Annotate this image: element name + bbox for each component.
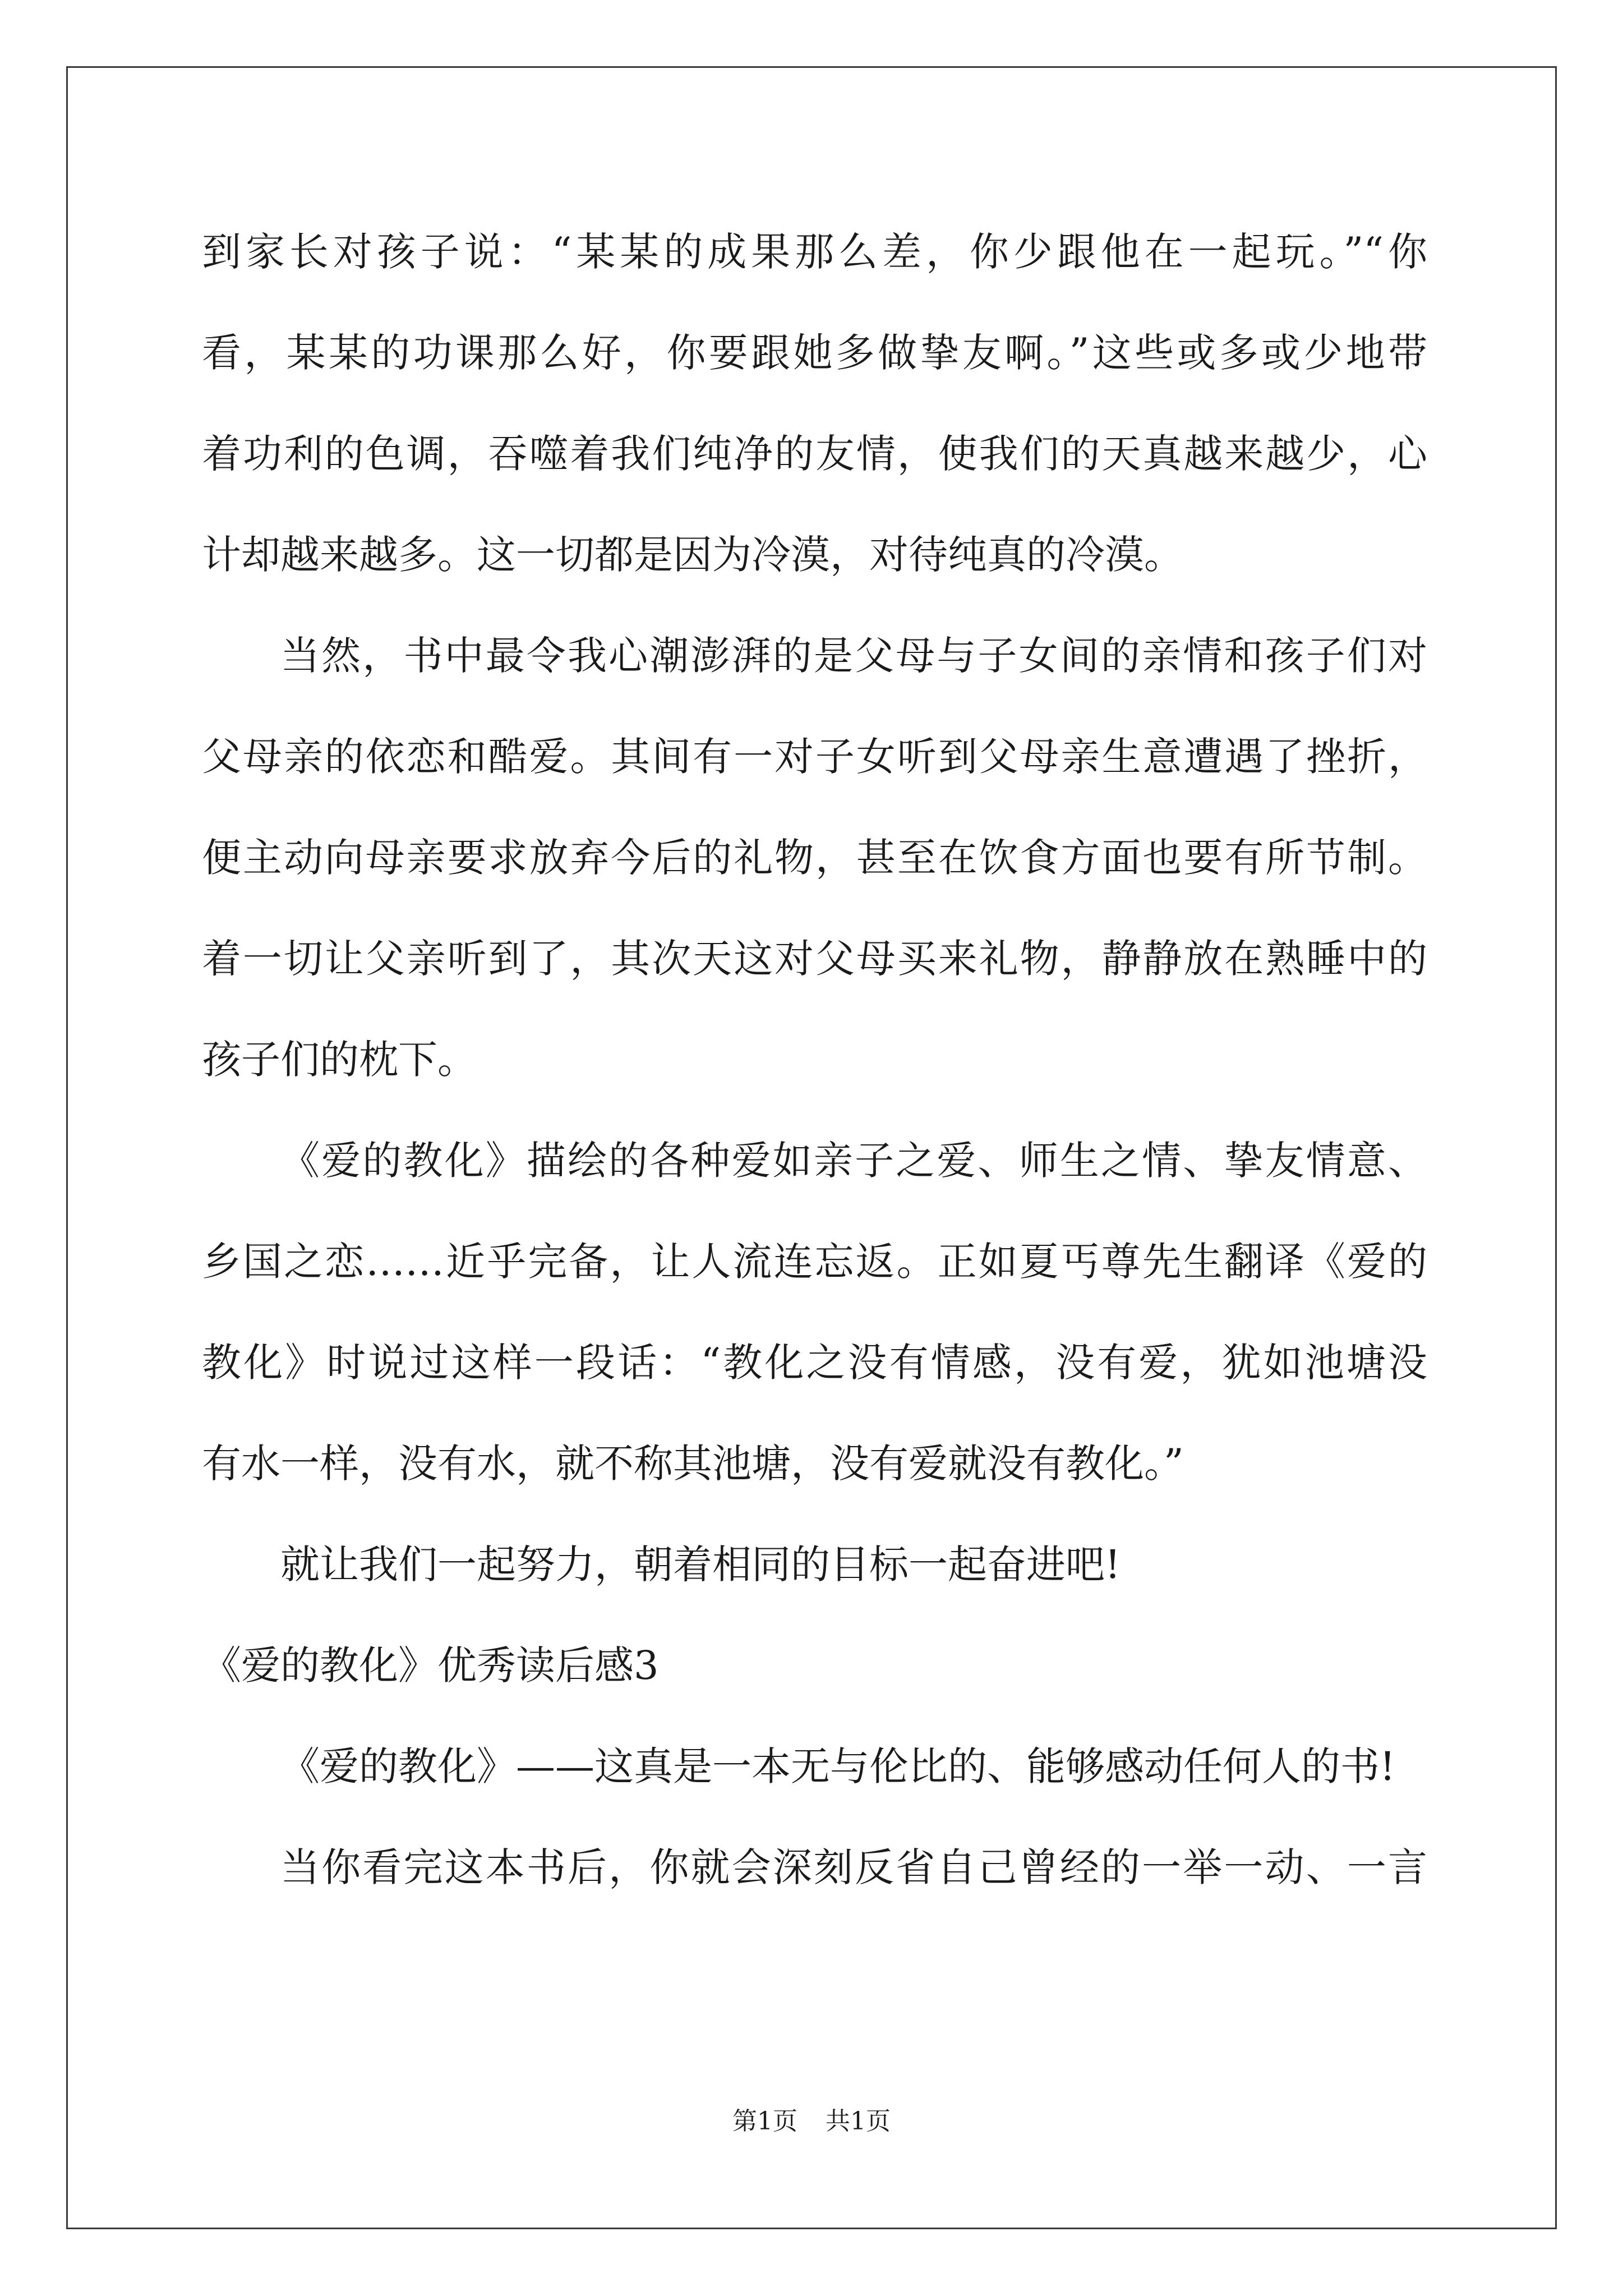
page-total: 共1页 xyxy=(826,2107,891,2136)
paragraph-3 xyxy=(202,1123,1427,1527)
text-line: 便主动向母亲要求放弃今后的礼物，甚至在饮食方面也要有所节制。 xyxy=(202,835,1427,881)
text-line: 着功利的色调，吞噬着我们纯净的友情，使我们的天真越来越少，心 xyxy=(202,431,1427,477)
text-line: 就让我们一起努力，朝着相同的目标一起奋进吧! xyxy=(280,1542,1121,1588)
section-heading: 《爱的教化》优秀读后感3 xyxy=(202,1642,659,1688)
text-line: 看，某某的功课那么好，你要跟她多做挚友啊。”这些或多或少地带 xyxy=(202,330,1427,376)
text-line: 孩子们的枕下。 xyxy=(202,1037,477,1083)
text-line: 《爱的教化》——这真是一本无与伦比的、能够感动任何人的书! xyxy=(280,1743,1396,1789)
text-line: 当然，书中最令我心潮澎湃的是父母与子女间的亲情和孩子们对 xyxy=(280,633,1427,679)
paragraph-2 xyxy=(202,618,1427,1123)
page-footer xyxy=(0,2105,1623,2138)
text-line: 到家长对孩子说：“某某的成果那么差，你少跟他在一起玩。”“你 xyxy=(202,229,1427,275)
text-line: 计却越来越多。这一切都是因为冷漠，对待纯真的冷漠。 xyxy=(202,532,1183,578)
document-body xyxy=(202,214,1427,1931)
paragraph-1 xyxy=(202,214,1427,618)
text-line: 教化》时说过这样一段话：“教化之没有情感，没有爱，犹如池塘没 xyxy=(202,1340,1427,1386)
page-number: 第1页 xyxy=(732,2107,797,2136)
text-line: 乡国之恋……近乎完备，让人流连忘返。正如夏丐尊先生翻译《爱的 xyxy=(202,1239,1427,1285)
text-line: 有水一样，没有水，就不称其池塘，没有爱就没有教化。” xyxy=(202,1441,1184,1487)
paragraph-6 xyxy=(202,1830,1427,1931)
text-line: 《爱的教化》描绘的各种爱如亲子之爱、师生之情、挚友情意、 xyxy=(280,1138,1427,1184)
paragraph-4 xyxy=(202,1527,1427,1628)
paragraph-5 xyxy=(202,1729,1427,1830)
text-line: 当你看完这本书后，你就会深刻反省自己曾经的一举一动、一言 xyxy=(280,1844,1427,1890)
text-line: 父母亲的依恋和酷爱。其间有一对子女听到父母亲生意遭遇了挫折， xyxy=(202,734,1427,780)
text-line: 着一切让父亲听到了，其次天这对父母买来礼物，静静放在熟睡中的 xyxy=(202,936,1427,982)
